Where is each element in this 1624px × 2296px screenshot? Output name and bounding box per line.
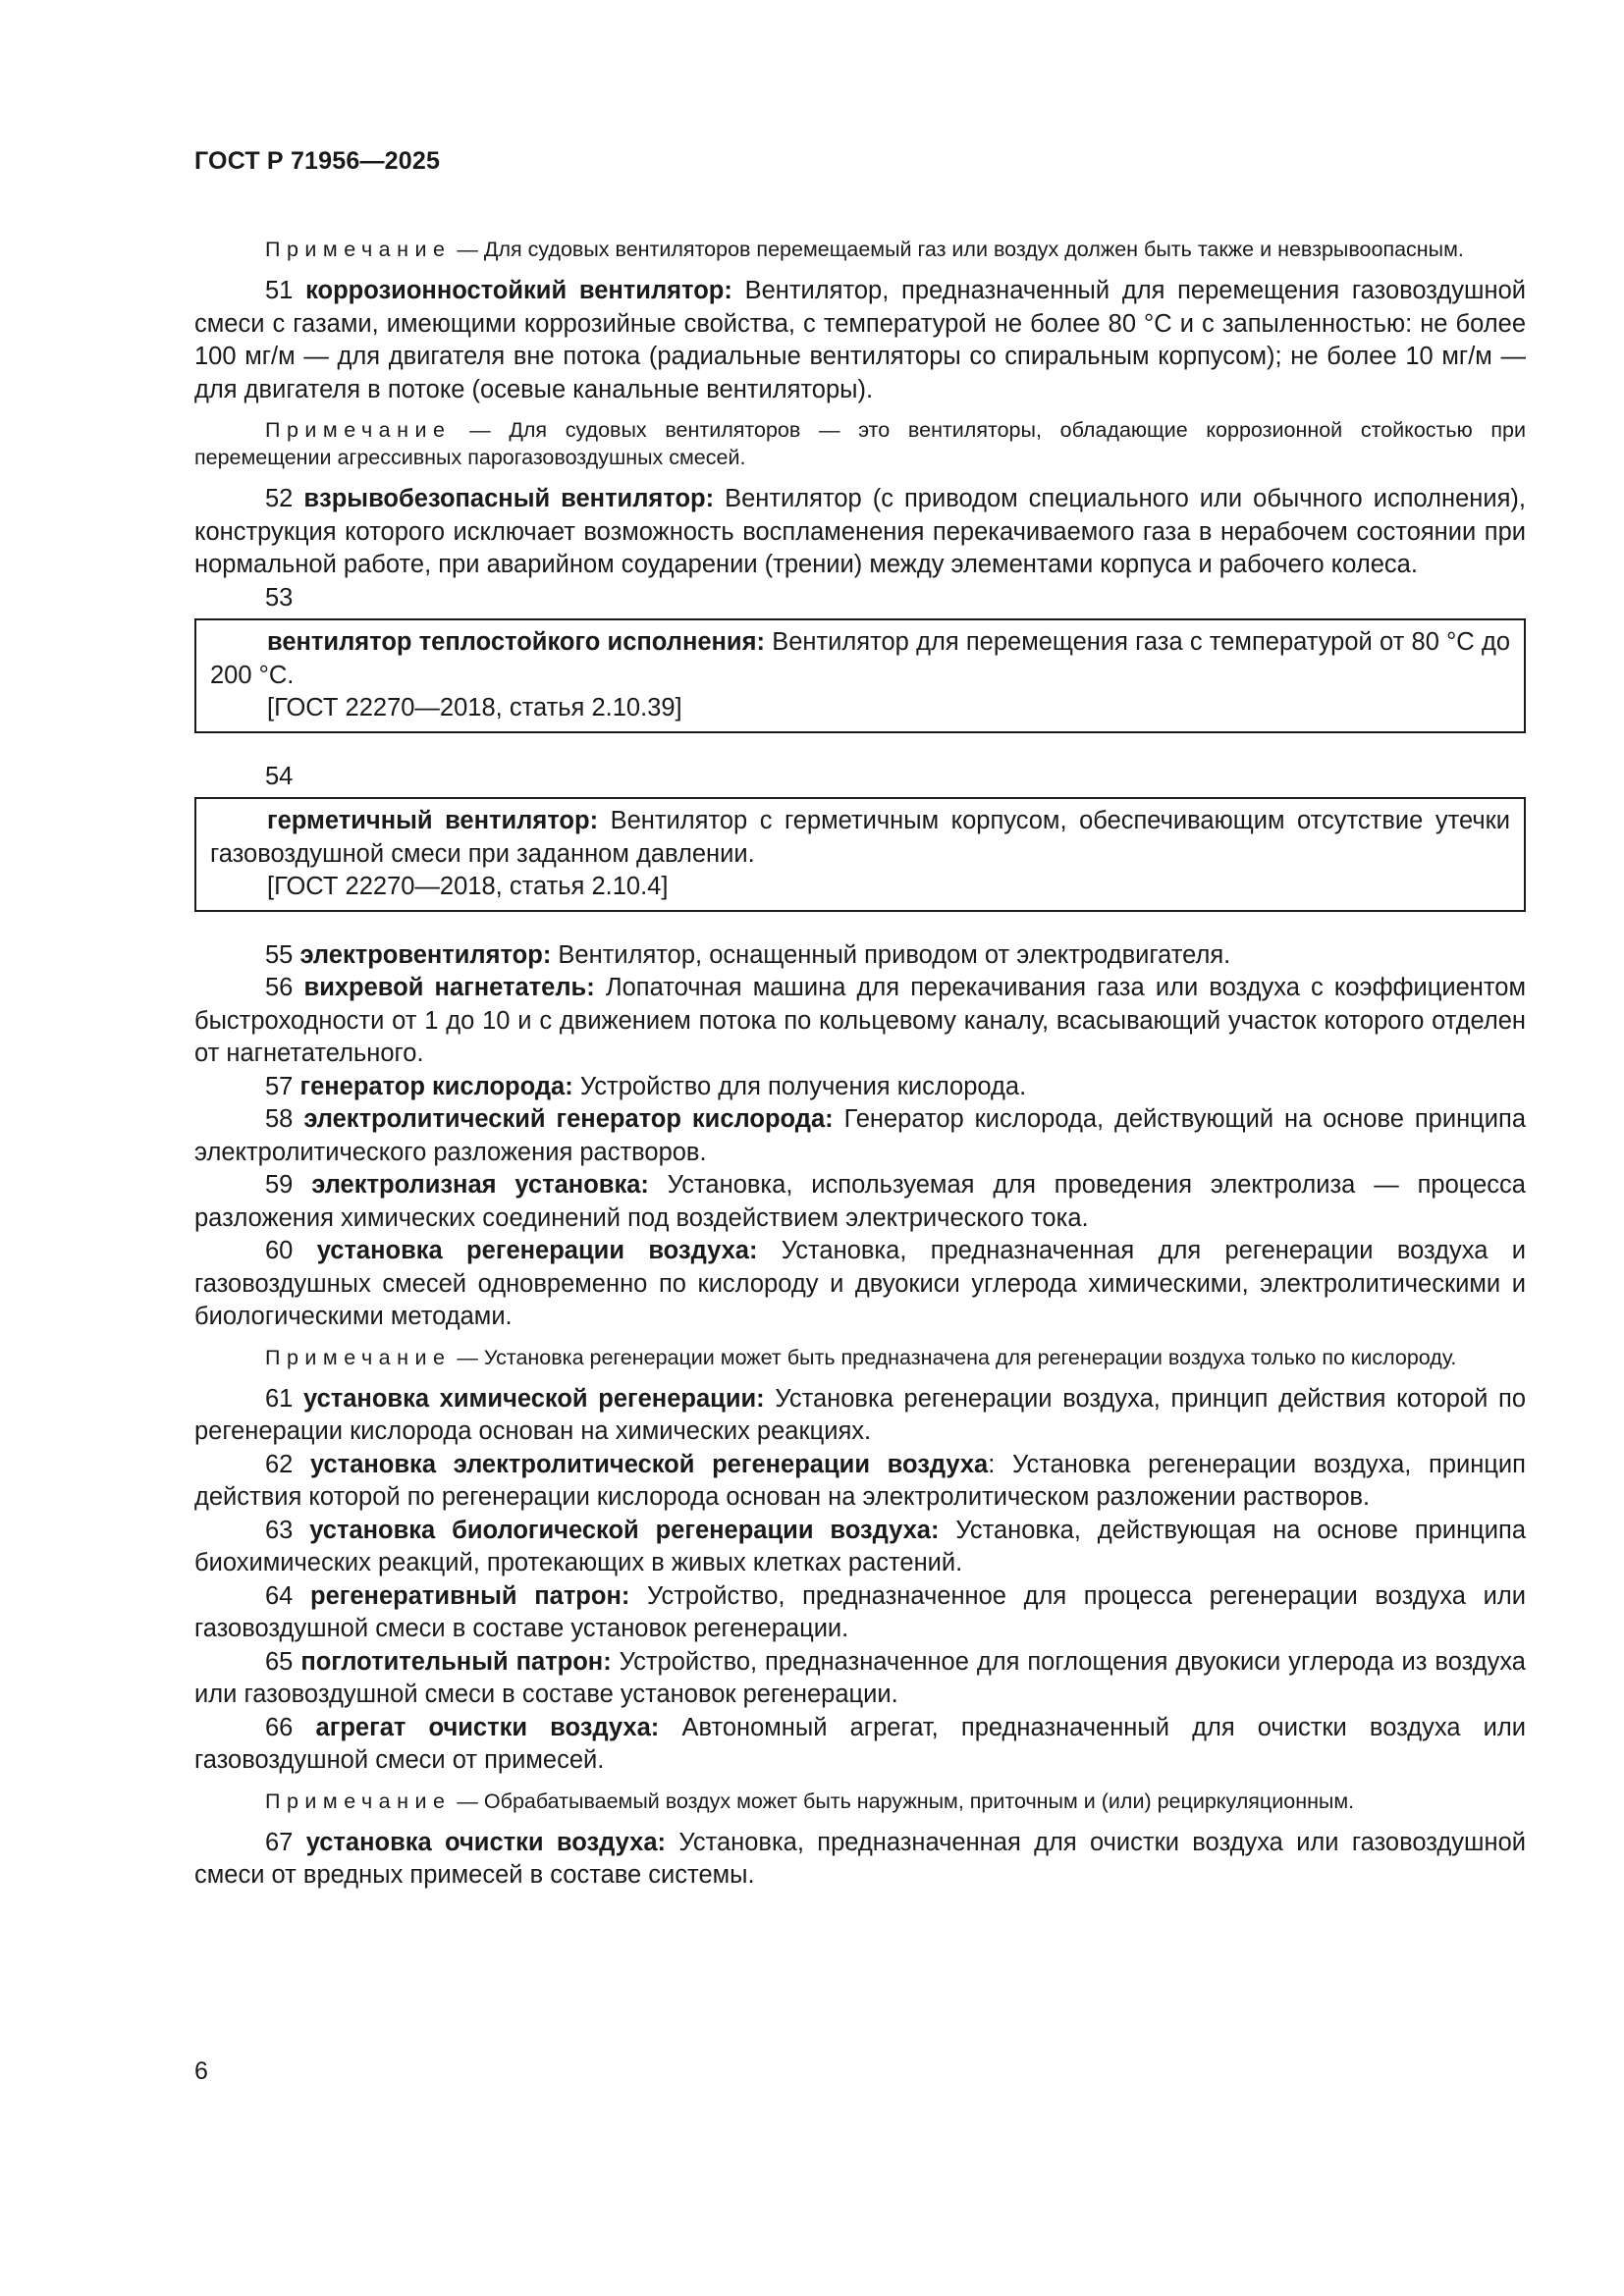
entry-definition: Устройство, предназначенное для процесса регенерации воздуха или газовоздушной смеси в составе установок регенерации. [194,1581,1526,1642]
entry-term: герметичный вентилятор: [267,807,599,834]
note-label: Примечание [265,238,452,261]
entry-definition: Устройство для получения кислорода. [572,1072,1027,1100]
entry-definition: Вентилятор с герметичным корпусом, обеспечивающим отсутствие утечки газовоздушной смеси при заданном давлении. [210,807,1511,868]
note-text: — Обрабатываемый воздух может быть наружным, приточным и (или) рециркуляционным. [451,1789,1355,1813]
entry-term: коррозионностойкий вентилятор: [305,277,732,304]
entry-number: 64 [265,1581,310,1610]
entry-number: 65 [265,1647,301,1676]
entry-number: 57 [265,1072,300,1100]
entry-63 [194,1515,1526,1580]
entry-60 [194,1235,1526,1334]
entry-number: 61 [265,1384,304,1413]
entry-definition: Вентилятор для перемещения газа с температурой от 80 °С до 200 °С. [210,628,1511,689]
quoted-term-box-54 [194,797,1526,912]
entry-number: 62 [265,1450,310,1478]
entry-66 [194,1712,1526,1778]
note-text: — Для судовых вентиляторов перемещаемый газ или воздух должен быть также и невзрывоопасным. [451,238,1464,261]
entry-term: электровентилятор: [299,940,552,969]
entry-definition: Установка, действующая на основе принципа биохимических реакций, протекающих в живых клетках растений. [194,1516,1527,1576]
entry-53 [210,626,1510,692]
entry-53-number: 53 [265,583,294,612]
entry-52 [194,483,1526,582]
entry-definition: Генератор кислорода, действующий на основе принципа электролитического разложения растворов. [194,1105,1526,1166]
note-60 [194,1344,1526,1371]
note-label: Примечание [265,1789,452,1813]
entry-source: [ГОСТ 22270—2018, статья 2.10.39] [267,694,682,721]
entry-number: 59 [265,1171,312,1199]
entry-definition: Вентилятор, предназначенный для перемещения газовоздушной смеси с газами, имеющими коррозийные свойства, с температурой не более 80 °С и с запыленностью: не более 100 мг/м — для двигателя вне потока (радиальные вентиляторы со спиральным корпусом); не более 10 мг/м — для двигателя в потоке (осевые канальные вентиляторы). [194,277,1527,403]
entry-54 [210,805,1510,871]
note-text: — Установка регенерации может быть предназначена для регенерации воздуха только по кислороду. [451,1345,1457,1369]
entry-term: агрегат очистки воздуха: [315,1713,660,1741]
entry-term: вихревой нагнетатель: [303,974,595,1001]
entry-65 [194,1646,1526,1712]
entry-64 [194,1580,1526,1646]
entry-term: генератор кислорода: [299,1072,573,1100]
entry-number: 52 [265,485,304,512]
entry-term: электролизная установка: [311,1171,649,1199]
entry-number: 67 [265,1828,306,1856]
note-51 [194,416,1526,471]
entry-term: взрывобезопасный вентилятор: [303,485,715,512]
quoted-term-box-53 [194,618,1526,733]
note-ventilator-marine [194,236,1526,263]
entry-definition: Устройство, предназначенное для поглощения двуокиси углерода из воздуха или газовоздушной смеси в составе установок регенерации. [194,1647,1526,1708]
entry-55 [194,939,1526,973]
entry-57 [194,1071,1526,1104]
entry-number: 66 [265,1713,316,1741]
entry-definition: Установка регенерации воздуха, принцип действия которой по регенерации кислорода основан на химических реакциях. [194,1384,1527,1445]
entry-number: 63 [265,1516,310,1544]
entry-62 [194,1449,1526,1515]
note-label: Примечание [265,1345,452,1369]
entry-54-number: 54 [265,762,294,790]
entry-definition: Вентилятор, оснащенный приводом от электродвигателя. [551,940,1231,969]
note-text: — Для судовых вентиляторов — это вентиляторы, обладающие коррозионной стойкостью при перемещении агрессивных парогазовоздушных смесей. [194,418,1526,469]
entry-number: 60 [265,1237,317,1264]
entry-56 [194,972,1526,1071]
entry-51 [194,275,1526,406]
entry-definition: Установка, предназначенная для очистки воздуха или газовоздушной смеси от вредных примесей в составе системы. [194,1828,1526,1889]
entry-58 [194,1103,1526,1169]
entry-number: 55 [265,940,300,969]
entry-term: электролитический генератор кислорода: [303,1105,834,1133]
page-number: 6 [194,2057,208,2085]
entry-definition: Автономный агрегат, предназначенный для очистки воздуха или газовоздушной смеси от примесей. [194,1713,1527,1774]
document-header: ГОСТ Р 71956—2025 [194,147,441,175]
entry-definition: Вентилятор (с приводом специального или обычного исполнения), конструкция которого исключает возможность воспламенения перекачиваемого газа в нерабочем состоянии при нормальной работе, при аварийном соударении (трении) между элементами корпуса и рабочего колеса. [194,485,1526,578]
entry-definition: Установка, используемая для проведения электролиза — процесса разложения химических соединений под воздействием электрического тока. [194,1171,1526,1232]
entry-term: установка биологической регенерации воздуха: [309,1516,940,1544]
entry-term: установка очистки воздуха: [305,1828,666,1856]
entry-definition: : Установка регенерации воздуха, принцип действия которой по регенерации кислорода основан на электролитическом разложении растворов. [194,1450,1526,1511]
entry-definition: Лопаточная машина для перекачивания газа или воздуха с коэффициентом быстроходности от 1 до 10 и с движением потока по кольцевому каналу, всасывающий участок которого отделен от нагнетательного. [194,974,1526,1067]
entry-term: поглотительный патрон: [300,1647,612,1676]
entry-source: [ГОСТ 22270—2018, статья 2.10.4] [267,873,669,900]
entry-term: регенеративный патрон: [310,1581,630,1610]
entry-number: 56 [265,974,304,1001]
entry-term: установка регенерации воздуха: [316,1237,758,1264]
document-body [194,226,1526,1893]
note-label: Примечание [265,418,452,442]
entry-term: вентилятор теплостойкого исполнения: [267,628,765,656]
note-66 [194,1788,1526,1815]
entry-61 [194,1383,1526,1449]
entry-number: 58 [265,1105,304,1133]
entry-number: 51 [265,277,306,304]
entry-67 [194,1827,1526,1893]
entry-59 [194,1169,1526,1235]
entry-term: установка химической регенерации: [303,1384,765,1413]
entry-term: установка электролитической регенерации воздуха [310,1450,989,1478]
entry-definition: Установка, предназначенная для регенерации воздуха и газовоздушных смесей одновременно по кислороду и двуокиси углерода химическими, электролитическими и биологическими методами. [194,1237,1527,1330]
